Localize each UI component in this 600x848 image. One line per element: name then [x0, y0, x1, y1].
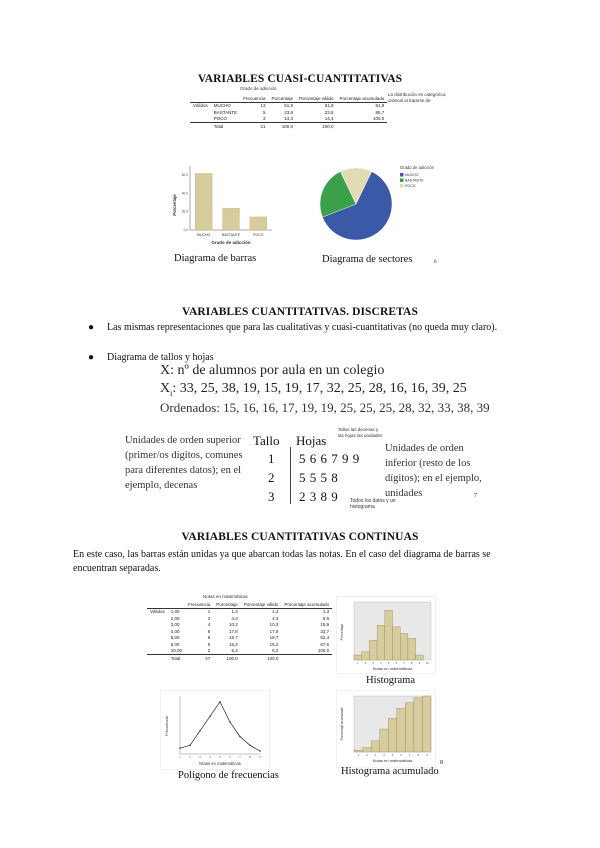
x-axis-label: Notas en matemáticas [372, 666, 413, 671]
page-number-6: 6 [434, 260, 437, 265]
stem-left-explanation: Unidades de orden superior (primer/os dígitos, comunes para diferentes datos); en el ejemplo, decenas [125, 435, 243, 491]
bullet-dot-icon: ● [88, 352, 95, 363]
table2-cell: 1,3 [213, 608, 241, 615]
x-tick-label: POCO [253, 233, 264, 237]
polygon-point [209, 716, 210, 717]
x-tick-label: 3 [374, 754, 377, 757]
table2-cell: 2 [207, 648, 211, 654]
table1-cell [190, 116, 211, 123]
table2-cell: 5,2 [272, 648, 279, 654]
table2-cell: 4 [207, 622, 211, 628]
x-tick-label: 8 [411, 662, 413, 665]
histogram-bar [385, 610, 393, 660]
x-tick-label: 5 [391, 754, 394, 757]
legend-title: Grado de adicción [400, 165, 434, 170]
y-axis-label: Porcentaje [340, 623, 344, 641]
x-tick-label: 4 [380, 662, 382, 665]
table-caption-grado: Grado de adicción [240, 86, 277, 91]
stem-value: 1 [268, 451, 275, 466]
x-tick-label: 7 [239, 756, 241, 759]
x-tick-label: 1 [357, 754, 360, 757]
table1-header-cell: Porcentaje válido [298, 95, 334, 101]
table2-cell: 15,2 [269, 641, 279, 647]
section-title-discretas: VARIABLES CUANTITATIVAS. DISCRETAS [182, 306, 418, 318]
x-tick-label: 9 [259, 756, 261, 759]
cumulative-bar [405, 703, 414, 752]
bar-chart-grado [168, 160, 280, 252]
legend-swatch [400, 184, 404, 188]
hojas-header: Hojas [296, 433, 327, 448]
leaf-values: 5 5 5 8 [299, 470, 339, 485]
table2-cell: 4,3 [272, 615, 279, 621]
table2-cell: 100,0 [317, 648, 330, 654]
x-tick-label: 7 [408, 754, 411, 757]
table-caption-notas: Notas en matemáticas [203, 594, 248, 599]
table2-cell: 6,00 [170, 641, 180, 647]
caption-bar-chart: Diagrama de barras [174, 253, 257, 264]
table2-header-cell [147, 601, 168, 608]
table1-cell: 21 [240, 123, 268, 130]
table2-cell: 5,6 [322, 615, 330, 621]
x-tick-label: 5 [387, 662, 390, 665]
table1-header-row [190, 95, 387, 102]
table1-cell [337, 123, 388, 130]
caption-cumulative: Histograma acumulado [341, 766, 439, 777]
table1-cell: 23,8 [324, 109, 334, 115]
x-tick-label: 6 [229, 756, 231, 759]
page-number-8: 8 [440, 760, 443, 766]
y-tick-label: 60,0 [181, 173, 188, 178]
caption-polygon: Polígono de frecuencias [178, 770, 279, 781]
table1-cell: Válidos [190, 102, 211, 109]
y-axis-label: Porcentaje acumulado [340, 707, 344, 741]
table1-cell: 23,8 [284, 109, 293, 115]
table2-header-cell: Porcentaje acumulado [284, 601, 330, 607]
polygon-point [239, 736, 240, 737]
tallo-header: Tallo [253, 433, 280, 448]
table1-header-cell [190, 95, 211, 102]
table1-row [190, 102, 387, 109]
cumulative-bar [354, 750, 363, 752]
polygon-point [199, 730, 200, 731]
table1-cell [190, 123, 211, 130]
table2-cell: 15,2 [229, 641, 238, 647]
table2-cell: 15,9 [320, 622, 330, 628]
table1-cell: 85,7 [375, 109, 385, 115]
bar [250, 217, 267, 230]
table1-cell: 13 [240, 102, 268, 109]
table1-row [190, 123, 387, 130]
x-tick-label: 10 [425, 662, 429, 665]
page-number-7: 7 [474, 493, 477, 499]
x-tick-label: 5 [219, 756, 221, 759]
histogram-bar [393, 627, 401, 660]
stem-line-2 [160, 381, 467, 398]
x-tick-label: 3 [372, 662, 374, 665]
y-axis-label: Frecuencia [164, 716, 169, 736]
histogram-bar [354, 655, 362, 660]
frequency-table-grado [190, 95, 387, 130]
stem-value: 3 [268, 489, 275, 504]
polygon-point [219, 701, 220, 702]
legend-label: BASTANTE [405, 178, 424, 183]
x-tick-label: 2 [366, 754, 368, 757]
cumulative-bar [388, 718, 397, 752]
table2-cell: 10,3 [229, 622, 238, 628]
x-tick-label: 4 [383, 754, 385, 757]
table2-cell: 6 [207, 628, 211, 634]
x-tick-label: 4 [209, 756, 211, 759]
polygon-point [249, 745, 250, 746]
x-axis-label: Grado de adicción [211, 240, 251, 245]
table1-header-cell: Frecuencia [243, 95, 266, 101]
cumulative-bar [414, 698, 423, 752]
table2-cell: Total [168, 655, 185, 662]
table2-cell: 1 [185, 608, 213, 615]
table2-cell: 1,3 [241, 608, 282, 615]
y-axis-label: Porcentaje [172, 194, 177, 216]
histogram-bar [416, 655, 424, 660]
table2-row [147, 648, 332, 655]
frequency-polygon-chart [160, 690, 270, 770]
stem-x-label: X [160, 381, 171, 396]
stem-divider [290, 447, 291, 504]
bullet-text-1: Las mismas representaciones que para las cualitativas y cuasi-cuantitativas (no queda muy claro). [107, 322, 498, 333]
table2-cell: 5,2 [231, 648, 238, 654]
bullet-item-1 [88, 321, 530, 334]
cumulative-bar [397, 708, 406, 752]
table1-cell: Total [211, 123, 240, 130]
bar [223, 208, 240, 230]
x-tick-label: BASTANTE [221, 233, 241, 237]
x-tick-label: 6 [395, 662, 398, 665]
x-tick-label: 6 [400, 754, 402, 757]
cumulative-bar [422, 696, 431, 752]
table1-cell: MUCHO [211, 102, 240, 109]
table2-cell: 52,4 [320, 635, 330, 641]
x-tick-label: 8 [417, 754, 419, 757]
cumulative-bar [380, 729, 389, 752]
polygon-point [189, 745, 190, 746]
polygon-point [259, 750, 260, 751]
polygon-point [179, 748, 180, 749]
x-tick-label: 1 [179, 756, 181, 759]
bar [195, 173, 212, 230]
table1-header-cell [211, 95, 240, 102]
histogram-chart [336, 596, 436, 674]
table2-row [147, 655, 332, 662]
table1-cell: 5 [262, 109, 266, 115]
polygon-point [229, 721, 230, 722]
table2-cell: 1,00 [168, 608, 185, 615]
x-tick-label: 8 [249, 756, 251, 759]
histogram-bar [408, 638, 416, 660]
table2-cell [147, 648, 168, 655]
x-tick-label: MUCHO [197, 233, 211, 237]
table1-cell: 100,0 [268, 123, 296, 130]
x-axis-label: Notas en matemáticas [372, 758, 413, 763]
y-tick-label: 0,0 [183, 228, 188, 232]
legend-swatch [400, 173, 404, 177]
table2-cell: 18,7 [269, 635, 279, 641]
legend-swatch [400, 179, 404, 183]
section3-paragraph: En este caso, las barras están unidas ya que abarcan todas las notas. En el caso del diagrama de barras se encuentran separadas. [73, 549, 491, 574]
x-axis-label: Notas en matemáticas [199, 761, 241, 766]
table2-cell: 100,0 [213, 655, 241, 662]
bullet-text-2: Diagrama de tallos y hojas [107, 352, 214, 363]
x-tick-label: 7 [403, 662, 405, 665]
table2-cell: 67,6 [320, 641, 330, 647]
table2-header-cell: Porcentaje [216, 601, 238, 607]
table1-cell: 100,0 [373, 116, 385, 122]
table2-cell [281, 655, 332, 662]
section-title-continuas: VARIABLES CUANTITATIVAS CONTINUAS [181, 531, 419, 543]
stem-small-note: Tallos las decenas y las hojas las unidades [338, 427, 383, 438]
table2-header-cell [168, 601, 185, 608]
histogram-bar [377, 625, 385, 660]
table1-cell: 100,0 [296, 123, 337, 130]
table2-cell: 10,3 [269, 622, 279, 628]
histogram-bar [362, 652, 370, 660]
x-tick-label: 3 [199, 756, 201, 759]
table2-cell: 17,8 [229, 628, 238, 634]
section-title-cuasi: VARIABLES CUASI-CUANTITATIVAS [197, 73, 403, 85]
cumulative-histogram-chart [336, 690, 436, 768]
table2-cell: 4,00 [170, 628, 180, 634]
x-tick-label: 1 [357, 662, 359, 665]
x-tick-label: 2 [189, 756, 191, 759]
table2-cell: 3,00 [170, 622, 180, 628]
table1-cell: POCO [213, 116, 228, 122]
table2-header-cell: Porcentaje válido [243, 601, 279, 607]
histogram-bar [400, 633, 408, 660]
x-tick-label: 9 [425, 754, 428, 757]
table2-cell: 18,7 [229, 635, 238, 641]
stem-line-1: X: nº de alumnos por aula en un colegio [160, 363, 385, 378]
table1-cell: BASTANTE [213, 109, 238, 115]
cumulative-bar [371, 741, 380, 752]
table1-header-cell: Porcentaje acumulado [339, 95, 385, 101]
table2-cell: 6 [207, 635, 211, 641]
stem-x-sub: i [170, 388, 173, 398]
table2-cell: 10,00 [170, 648, 183, 654]
y-tick-label: 40,0 [181, 191, 188, 196]
caption-histogram: Histograma [366, 675, 415, 686]
bullet-dot-icon: ● [88, 322, 95, 333]
x-tick-label: 9 [418, 662, 421, 665]
table2-cell: Válidos [147, 608, 168, 615]
pie-chart-grado [318, 160, 443, 255]
table2-cell: 4,3 [231, 615, 238, 621]
table2-cell: 33,7 [320, 628, 330, 634]
table2-cell: 17,8 [269, 628, 279, 634]
table2-cell: 1,3 [281, 608, 332, 615]
table1-cell: 61,9 [268, 102, 296, 109]
x-tick-label: 2 [364, 662, 367, 665]
table1-cell: 14,3 [324, 116, 334, 122]
caption-pie-chart: Diagrama de sectores [322, 254, 413, 265]
table1-cell: 61,9 [337, 102, 388, 109]
side-note: La distribución es categórica, ordenal al tratarse de [388, 92, 447, 103]
stem-right-explanation: Unidades de orden inferior (resto de los dígitos); en el ejemplo, unidades [385, 443, 482, 499]
table2-cell: 5,00 [170, 635, 180, 641]
table2-header-row [147, 601, 332, 608]
table2-cell: 27 [185, 655, 213, 662]
histogram-bar [369, 640, 377, 660]
table1-cell: 61,9 [296, 102, 337, 109]
cumulative-bar [363, 748, 372, 752]
table2-cell: 100,0 [241, 655, 282, 662]
table1-row [190, 116, 387, 123]
frequency-table-notas [147, 601, 332, 662]
stem-line-3: Ordenados: 15, 16, 16, 17, 19, 19, 25, 25, 25, 28, 32, 33, 38, 39 [160, 400, 490, 415]
legend-label: MUCHO [405, 173, 419, 177]
y-tick-label: 20,0 [181, 209, 188, 214]
table2-cell [147, 655, 168, 662]
chart-frame [160, 690, 270, 770]
stem-value: 2 [268, 470, 275, 485]
legend-label: POCO [405, 184, 416, 188]
table2-row [147, 608, 332, 615]
table2-cell: 2,00 [170, 615, 180, 621]
stem-values: : 33, 25, 38, 19, 15, 19, 17, 32, 25, 28, 16, 16, 39, 25 [172, 381, 467, 396]
table2-cell: 2 [207, 615, 211, 621]
table1-cell: 14,3 [284, 116, 293, 122]
stem-bottom-note: Todos los datos y un histograma [350, 498, 396, 510]
table2-header-cell: Frecuencia [188, 601, 211, 607]
table1-cell: 3 [262, 116, 266, 122]
leaf-values: 2 3 8 9 [299, 489, 339, 504]
table1-header-cell: Porcentaje [271, 95, 293, 101]
table2-cell: 5 [207, 641, 211, 647]
leaf-values: 5 6 6 7 9 9 [299, 451, 360, 466]
